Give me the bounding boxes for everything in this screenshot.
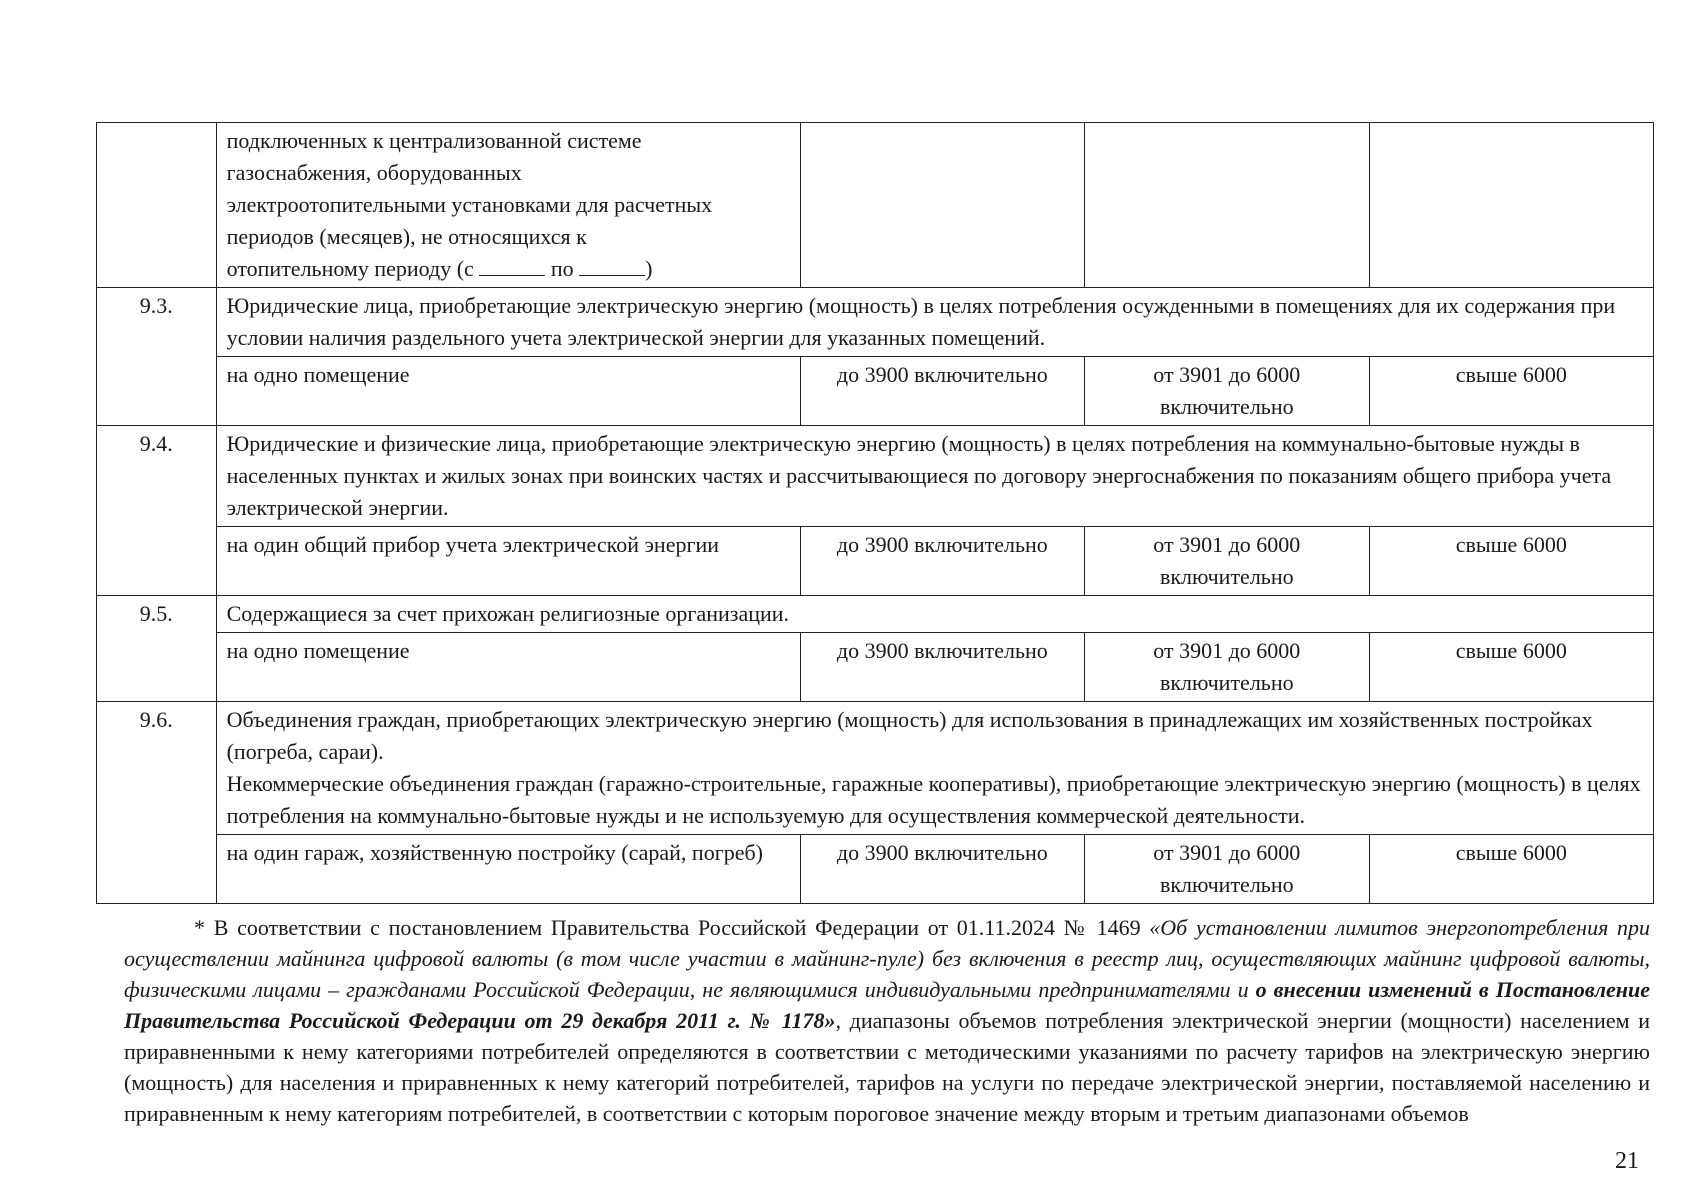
- range-low: до 3900 включительно: [800, 835, 1084, 904]
- row-title: Содержащиеся за счет прихожан религиозные организации.: [216, 596, 1653, 633]
- table-row-continuation: [97, 123, 1654, 288]
- row-title-part-1: Объединения граждан, приобретающих электрическую энергию (мощность) для использования в принадлежащих им хозяйственных постройках (погреба, сараи).: [226, 707, 1593, 764]
- table-row-9-3-title: [97, 288, 1654, 357]
- range-low: до 3900 включительно: [800, 357, 1084, 426]
- footnote-paragraph: [124, 912, 1650, 1129]
- row-title: Юридические лица, приобретающие электрическую энергию (мощность) в целях потребления осужденными в помещениях для их содержания при условии наличия раздельного учета электрической энергии для указанных помещений.: [216, 288, 1653, 357]
- footnote: [124, 912, 1650, 1129]
- table-row-9-3-values: [97, 357, 1654, 426]
- period-prefix: отопительному периоду (с: [226, 256, 474, 281]
- range-low: до 3900 включительно: [800, 527, 1084, 596]
- row-number: 9.6.: [97, 702, 217, 904]
- range-high: свыше 6000: [1369, 835, 1653, 904]
- row-title: [216, 702, 1653, 835]
- table-row-9-4-title: [97, 426, 1654, 527]
- continuation-line: электроотопительными установками для расчетных: [226, 192, 713, 217]
- range-mid: от 3901 до 6000 включительно: [1085, 527, 1369, 596]
- row-unit: на один гараж, хозяйственную постройку (сарай, погреб): [216, 835, 800, 904]
- row-number: 9.4.: [97, 426, 217, 596]
- table-row-9-5-values: [97, 633, 1654, 702]
- footnote-italic: «Об установлении лимитов энергопотребления при осуществлении майнинга цифровой валюты (в том числе участии в майнинг-пуле) без включения в реестр лиц, осуществляющих майнинг цифровой валюты, физическими лицами – гражданами Российской Федерации, не являющимися индивидуальными предпринимателями и: [124, 915, 1651, 1002]
- range-low: до 3900 включительно: [800, 633, 1084, 702]
- footnote-lead: * В соответствии с постановлением Правительства Российской Федерации от 01.11.2024 № 1469: [194, 915, 1141, 940]
- table-row-9-6-title: [97, 702, 1654, 835]
- period-to-blank: [579, 257, 645, 276]
- continuation-line: периодов (месяцев), не относящихся к: [226, 224, 587, 249]
- continuation-line: подключенных к централизованной системе: [226, 128, 642, 153]
- range-high: свыше 6000: [1369, 527, 1653, 596]
- continuation-line: газоснабжения, оборудованных: [226, 160, 522, 185]
- continuation-description: [216, 123, 800, 288]
- tariff-table: [96, 122, 1654, 904]
- row-title: Юридические и физические лица, приобретающие электрическую энергию (мощность) в целях потребления на коммунально-бытовые нужды в населенных пунктах и жилых зонах при воинских частях и рассчитывающиеся по договору энергоснабжения по показаниям общего прибора учета электрической энергии.: [216, 426, 1653, 527]
- row-unit: на одно помещение: [216, 357, 800, 426]
- range-cell-empty: [1085, 123, 1369, 288]
- range-mid: от 3901 до 6000 включительно: [1085, 357, 1369, 426]
- range-high: свыше 6000: [1369, 357, 1653, 426]
- table-row-9-6-values: [97, 835, 1654, 904]
- range-mid: от 3901 до 6000 включительно: [1085, 633, 1369, 702]
- row-unit: на один общий прибор учета электрической энергии: [216, 527, 800, 596]
- range-cell-empty: [1369, 123, 1653, 288]
- footnote-bold-italic: о внесении изменений в Постановление Правительства Российской Федерации от 29 декабря 2011 г. № 1178»: [124, 977, 1651, 1033]
- footnote-rest: , диапазоны объемов потребления электрической энергии (мощности) населением и приравненными к нему категориями потребителей определяются в соответствии с методическими указаниями по расчету тарифов на электрическую энергию (мощность) для населения и приравненных к нему категорий потребителей, тарифов на услуги по передаче электрической энергии, поставляемой населению и приравненным к нему категориям потребителей, в соответствии с которым пороговое значение между вторым и третьим диапазонами объемов: [124, 1008, 1650, 1126]
- period-suffix: ): [645, 256, 653, 281]
- continuation-line-last: [227, 253, 790, 285]
- row-number-empty: [97, 123, 217, 288]
- table-row-9-5-title: [97, 596, 1654, 633]
- table-row-9-4-values: [97, 527, 1654, 596]
- row-unit: на одно помещение: [216, 633, 800, 702]
- period-middle: по: [550, 256, 574, 281]
- range-cell-empty: [800, 123, 1084, 288]
- row-number: 9.3.: [97, 288, 217, 426]
- range-high: свыше 6000: [1369, 633, 1653, 702]
- row-number: 9.5.: [97, 596, 217, 702]
- page-number: 21: [1615, 1148, 1639, 1174]
- period-from-blank: [479, 257, 545, 276]
- range-mid: от 3901 до 6000 включительно: [1085, 835, 1369, 904]
- row-title-part-2: Некоммерческие объединения граждан (гаражно-строительные, гаражные кооперативы), приобретающие электрическую энергию (мощность) в целях потребления на коммунально-бытовые нужды и не используемую для осуществления коммерческой деятельности.: [226, 771, 1641, 828]
